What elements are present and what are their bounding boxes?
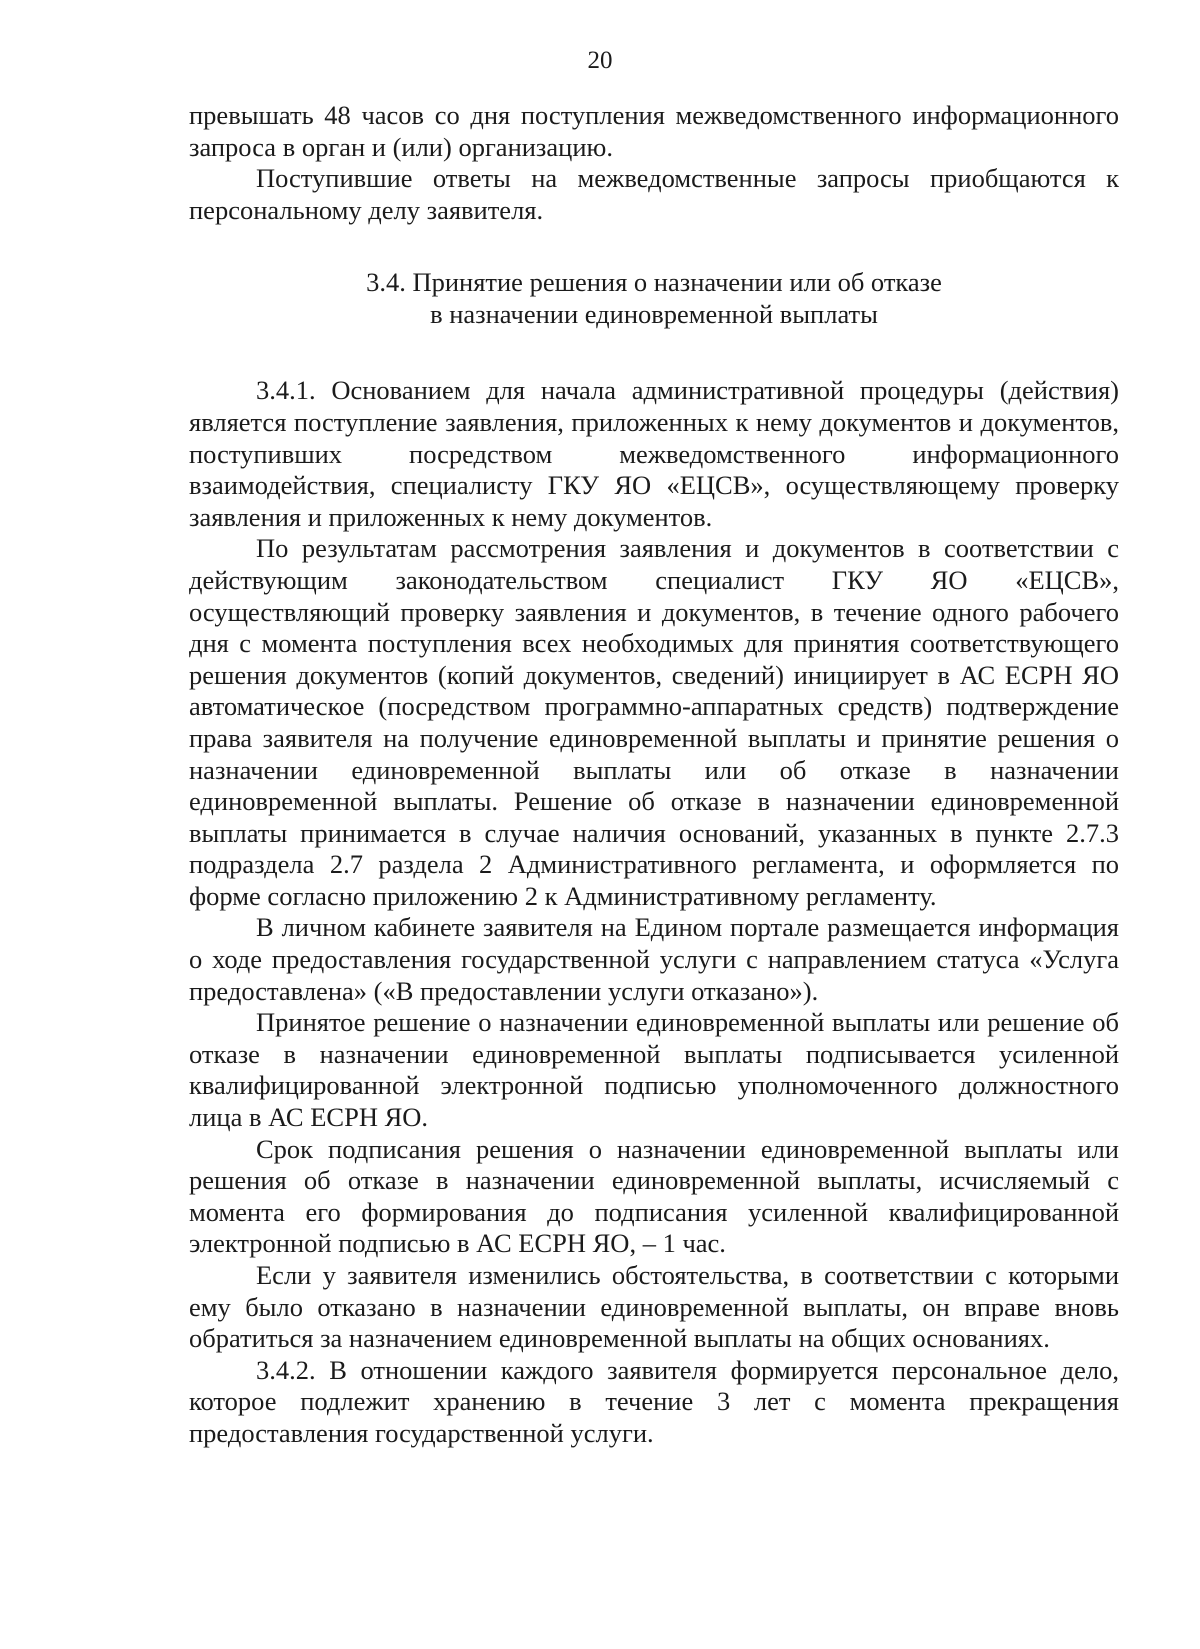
paragraph-3-4-1: 3.4.1. Основанием для начала административной процедуры (действия) является поступление заявления, приложенных к нему документов и документов, поступивших посредством межведомственного информационного взаимодействия, специалисту ГКУ ЯО «ЕЦСВ», осуществляющему проверку заявления и приложенных к нему документов. <box>189 375 1119 532</box>
section-heading-line-1: 3.4. Принятие решения о назначении или об отказе <box>366 267 942 298</box>
paragraph-3-4-2: 3.4.2. В отношении каждого заявителя формируется персональное дело, которое подлежит хранению в течение 3 лет с момента прекращения предоставления государственной услуги. <box>189 1354 1119 1448</box>
paragraph-review-results: По результатам рассмотрения заявления и документов в соответствии с действующим законодательством специалист ГКУ ЯО «ЕЦСВ», осуществляющий проверку заявления и документов, в течение одного рабочего дня с момента поступления всех необходимых для принятия соответствующего решения документов (копий документов, сведений) инициирует в АС ЕСРН ЯО автоматическое (посредством программно-аппаратных средств) подтверждение права заявителя на получение единовременной выплаты и принятие решения о назначении единовременной выплаты или об отказе в назначении единовременной выплаты. Решение об отказе в назначении единовременной выплаты принимается в случае наличия оснований, указанных в пункте 2.7.3 подраздела 2.7 раздела 2 Административного регламента, и оформляется по форме согласно приложению 2 к Административному регламенту. <box>189 533 1119 911</box>
page-number: 20 <box>587 47 613 74</box>
paragraph-changed-circumstances: Если у заявителя изменились обстоятельства, в соответствии с которыми ему было отказано в назначении единовременной выплаты, он вправе вновь обратиться за назначением единовременной выплаты на общих основаниях. <box>189 1260 1119 1354</box>
paragraph-continuation: превышать 48 часов со дня поступления межведомственного информационного запроса в орган и (или) организацию. <box>189 100 1119 162</box>
paragraph-decision-signing: Принятое решение о назначении единовременной выплаты или решение об отказе в назначении единовременной выплаты подписывается усиленной квалифицированной электронной подписью уполномоченного должностного лица в АС ЕСРН ЯО. <box>189 1007 1119 1133</box>
section-heading-line-2: в назначении единовременной выплаты <box>430 299 878 330</box>
section-heading <box>189 266 1119 330</box>
paragraph-personal-account: В личном кабинете заявителя на Едином портале размещается информация о ходе предоставления государственной услуги с направлением статуса «Услуга предоставлена» («В предоставлении услуги отказано»). <box>189 912 1119 1006</box>
document-body <box>189 100 1119 1450</box>
paragraph-signing-term: Срок подписания решения о назначении единовременной выплаты или решения об отказе в назначении единовременной выплаты, исчисляемый с момента его формирования до подписания усиленной квалифицированной электронной подписью в АС ЕСРН ЯО, – 1 час. <box>189 1133 1119 1259</box>
paragraph-responses: Поступившие ответы на межведомственные запросы приобщаются к персональному делу заявителя. <box>189 163 1119 225</box>
